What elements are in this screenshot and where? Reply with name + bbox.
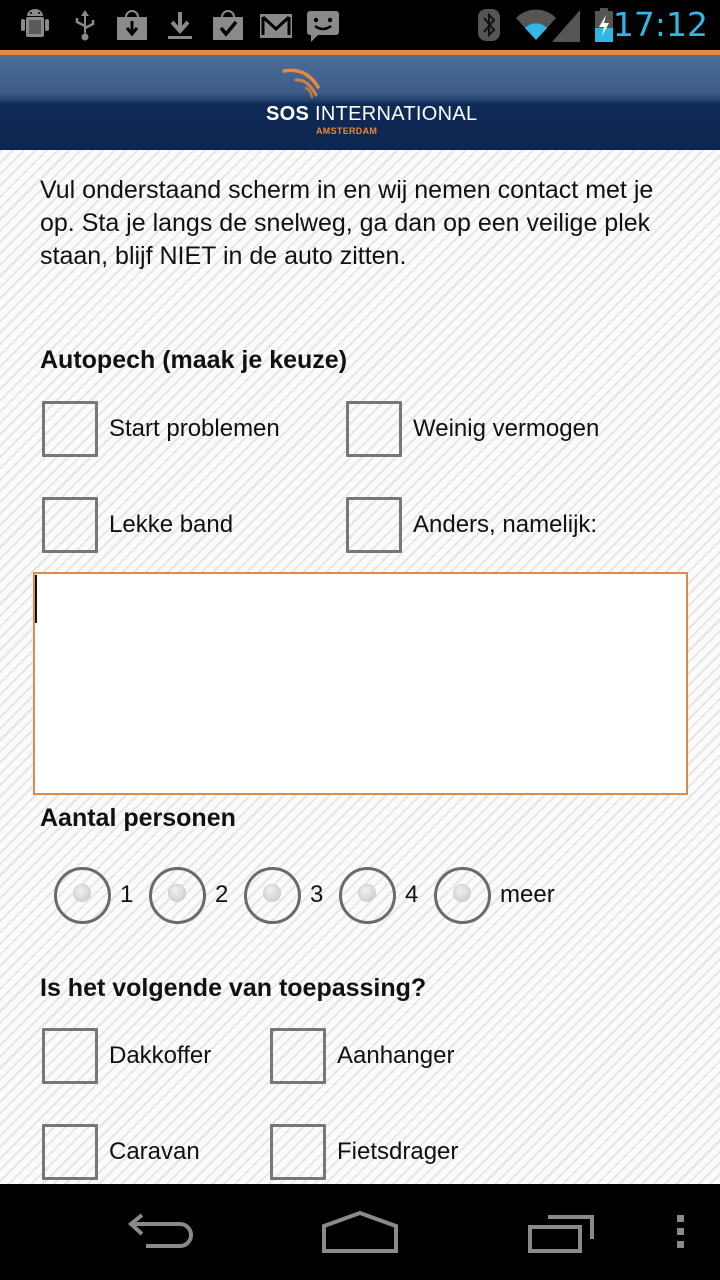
radio-dot <box>168 884 186 902</box>
checkbox-label: Anders, namelijk: <box>413 511 598 538</box>
navigation-bar <box>0 1184 720 1280</box>
radio-dot <box>358 884 376 902</box>
checkbox-label: Fietsdrager <box>337 1138 459 1165</box>
checkbox-label: Caravan <box>109 1138 200 1165</box>
form-content[interactable] <box>0 150 720 1184</box>
radio-persons-1[interactable] <box>54 866 133 924</box>
logo-swoosh-icon <box>282 67 332 101</box>
radio-persons-4[interactable] <box>339 866 418 924</box>
checkbox-box[interactable] <box>42 1124 98 1180</box>
checkbox-caravan[interactable] <box>42 1123 200 1181</box>
radio-label: 3 <box>310 881 324 908</box>
messaging-icon <box>305 8 341 42</box>
logo-subtitle: AMSTERDAM <box>316 126 378 136</box>
radio-dot <box>263 884 281 902</box>
checkbox-label: Start problemen <box>109 415 280 442</box>
radio-button[interactable] <box>339 867 396 924</box>
checkbox-box[interactable] <box>346 401 402 457</box>
download-icon <box>166 8 194 42</box>
back-icon <box>124 1212 196 1252</box>
intro-text: Vul onderstaand scherm in en wij nemen contact met je op. Sta je langs de snelweg, ga dan op een veilige plek staan, blijf NIET in de auto zitten. <box>40 176 654 270</box>
checkbox-label: Weinig vermogen <box>413 415 600 442</box>
checkbox-box[interactable] <box>42 1028 98 1084</box>
checkbox-dakkoffer[interactable] <box>42 1027 211 1085</box>
usb-icon <box>72 8 98 42</box>
checkbox-label: Dakkoffer <box>109 1042 212 1069</box>
other-description-input[interactable] <box>33 572 688 795</box>
checkbox-box[interactable] <box>270 1124 326 1180</box>
home-icon <box>322 1211 398 1253</box>
logo-text: SOS INTERNATIONAL <box>266 103 478 125</box>
persons-title: Aantal personen <box>40 804 236 832</box>
home-button[interactable] <box>318 1204 402 1260</box>
radio-label: 4 <box>405 881 419 908</box>
bluetooth-icon <box>478 8 500 42</box>
checkbox-start-problemen[interactable] <box>42 400 280 458</box>
checkbox-anders[interactable] <box>346 496 597 554</box>
text-caret <box>35 575 37 623</box>
radio-persons-3[interactable] <box>244 866 323 924</box>
radio-persons-2[interactable] <box>149 866 228 924</box>
breakdown-title: Autopech (maak je keuze) <box>40 346 348 374</box>
overflow-menu-button[interactable] <box>666 1204 696 1260</box>
signal-icon <box>552 8 582 42</box>
status-bar <box>0 0 720 50</box>
play-store-update-icon <box>211 8 245 42</box>
gmail-icon <box>258 8 294 42</box>
back-button[interactable] <box>120 1204 200 1260</box>
checkbox-label: Lekke band <box>109 511 234 538</box>
checkbox-label: Aanhanger <box>337 1042 455 1069</box>
radio-dot <box>73 884 91 902</box>
recent-apps-button[interactable] <box>522 1204 602 1260</box>
checkbox-box[interactable] <box>270 1028 326 1084</box>
radio-button[interactable] <box>54 867 111 924</box>
battery-charging-icon <box>593 8 615 42</box>
overflow-menu-icon <box>676 1215 686 1249</box>
wifi-icon <box>516 8 556 42</box>
android-debug-icon <box>18 8 52 42</box>
checkbox-box[interactable] <box>42 401 98 457</box>
checkbox-lekke-band[interactable] <box>42 496 233 554</box>
radio-dot <box>453 884 471 902</box>
clock: 17:12 <box>612 5 708 44</box>
checkbox-aanhanger[interactable] <box>270 1027 454 1085</box>
checkbox-box[interactable] <box>42 497 98 553</box>
checkbox-box[interactable] <box>346 497 402 553</box>
radio-persons-meer[interactable] <box>434 866 555 924</box>
applicable-title: Is het volgende van toepassing? <box>40 974 427 1002</box>
play-store-download-icon <box>115 8 149 42</box>
radio-label: 1 <box>120 881 134 908</box>
sos-international-logo <box>260 67 490 147</box>
checkbox-fietsdrager[interactable] <box>270 1123 458 1181</box>
radio-button[interactable] <box>434 867 491 924</box>
checkbox-weinig-vermogen[interactable] <box>346 400 599 458</box>
radio-label: meer <box>500 881 555 908</box>
recent-apps-icon <box>526 1211 598 1253</box>
radio-label: 2 <box>215 881 229 908</box>
app-header <box>0 55 720 150</box>
radio-button[interactable] <box>244 867 301 924</box>
radio-button[interactable] <box>149 867 206 924</box>
